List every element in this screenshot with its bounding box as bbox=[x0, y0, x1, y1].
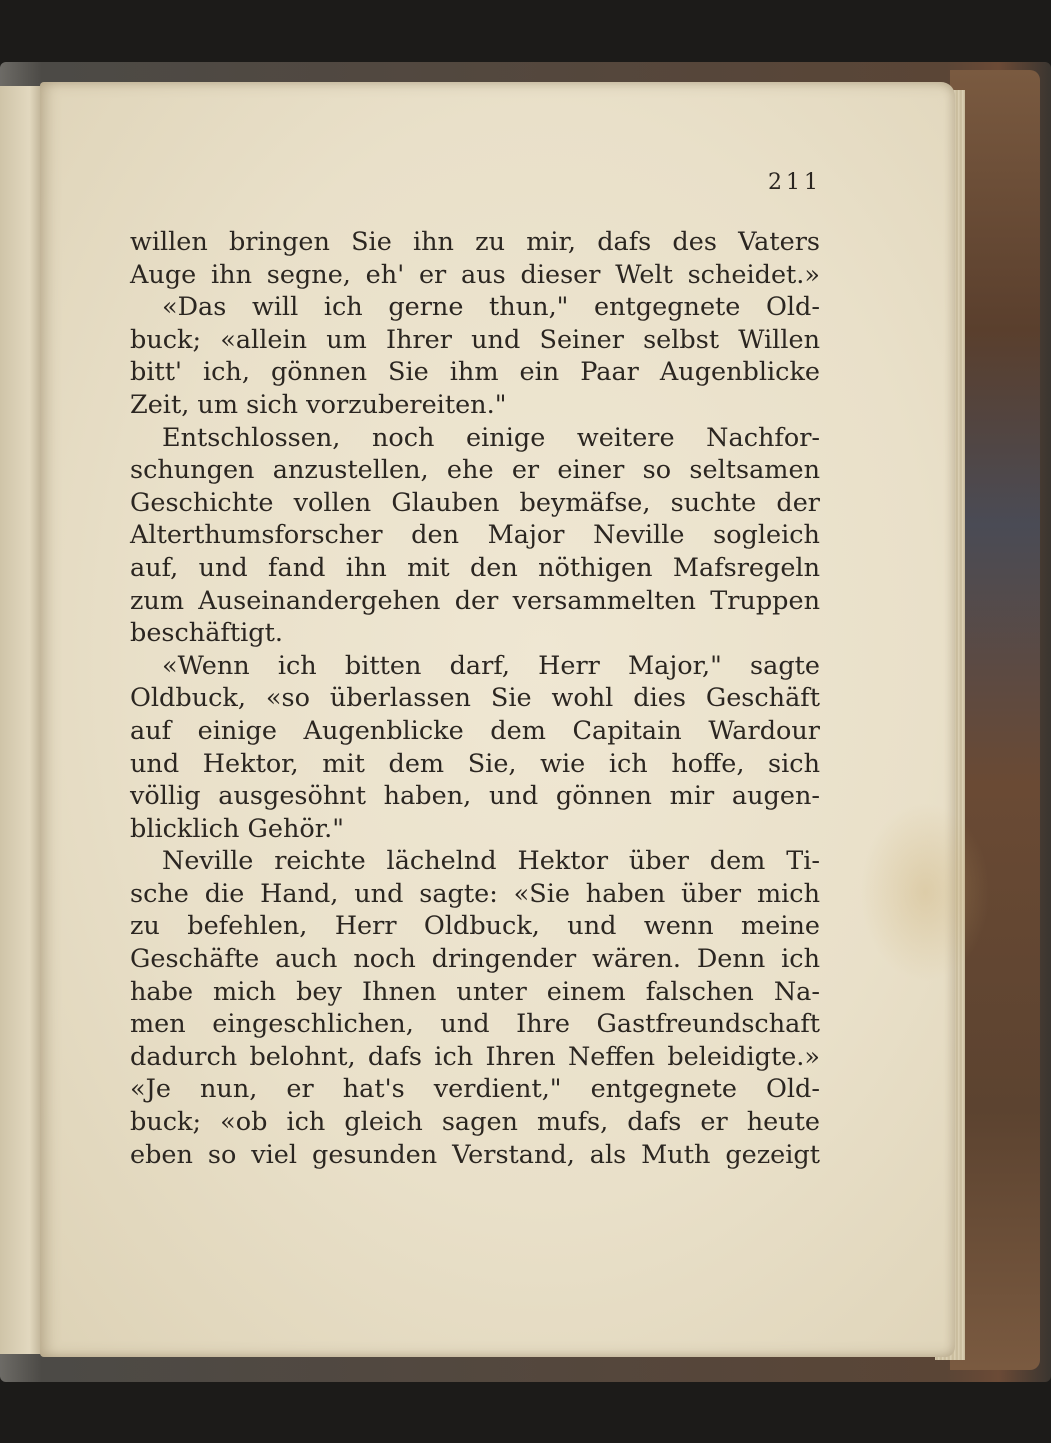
text-line: Zeit, um sich vorzubereiten." bbox=[130, 389, 507, 420]
text-line: dadurch belohnt, dafs ich Ihren Neffen beleidigte.» bbox=[130, 1041, 820, 1072]
text-line: blicklich Gehör." bbox=[130, 813, 344, 844]
text-line: bitt' ich, gönnen Sie ihm ein Paar Augenblicke bbox=[130, 357, 820, 388]
text-line: beschäftigt. bbox=[130, 618, 283, 649]
text-line: willen bringen Sie ihn zu mir, dafs des Vaters bbox=[130, 227, 820, 257]
text-line: auf, und fand ihn mit den nöthigen Mafsregeln bbox=[130, 552, 820, 583]
text-line: Entschlossen, noch einige weitere Nachfor- bbox=[162, 422, 820, 453]
text-line: zu befehlen, Herr Oldbuck, und wenn meine bbox=[130, 911, 820, 942]
text-line: Geschäfte auch noch dringender wären. Denn ich bbox=[130, 944, 820, 975]
text-line: Geschichte vollen Glauben beymäfse, suchte der bbox=[130, 487, 820, 518]
text-line: buck; «allein um Ihrer und Seiner selbst Willen bbox=[130, 324, 820, 355]
text-line: men eingeschlichen, und Ihre Gastfreundschaft bbox=[130, 1009, 820, 1040]
text-line: und Hektor, mit dem Sie, wie ich hoffe, sich bbox=[130, 748, 820, 779]
text-line: Oldbuck, «so überlassen Sie wohl dies Geschäft bbox=[130, 683, 820, 714]
left-page-edge bbox=[0, 86, 42, 1354]
text-line: «Das will ich gerne thun," entgegnete Old- bbox=[162, 292, 820, 323]
text-line: auf einige Augenblicke dem Capitain Wardour bbox=[130, 715, 820, 746]
text-line: Alterthumsforscher den Major Neville sogleich bbox=[130, 520, 820, 551]
text-line: «Je nun, er hat's verdient," entgegnete Old- bbox=[130, 1074, 820, 1105]
paper-stain bbox=[860, 802, 990, 982]
text-line: Neville reichte lächelnd Hektor über dem Ti- bbox=[162, 846, 820, 877]
text-line: zum Auseinandergehen der versammelten Truppen bbox=[130, 585, 820, 616]
text-line: Auge ihn segne, eh' er aus dieser Welt scheidet.» bbox=[130, 259, 820, 290]
page-number: 211 bbox=[768, 170, 822, 195]
text-line: sche die Hand, und sagte: «Sie haben über mich bbox=[130, 878, 820, 909]
text-line: buck; «ob ich gleich sagen mufs, dafs er heute bbox=[130, 1107, 820, 1138]
text-line: völlig ausgesöhnt haben, und gönnen mir augen- bbox=[130, 781, 820, 812]
text-line: eben so viel gesunden Verstand, als Muth gezeigt bbox=[130, 1139, 820, 1170]
text-line: schungen anzustellen, ehe er einer so seltsamen bbox=[130, 455, 820, 486]
text-line: habe mich bey Ihnen unter einem falschen Na- bbox=[130, 976, 820, 1007]
body-text bbox=[130, 226, 820, 1171]
text-line: «Wenn ich bitten darf, Herr Major," sagte bbox=[162, 650, 820, 681]
